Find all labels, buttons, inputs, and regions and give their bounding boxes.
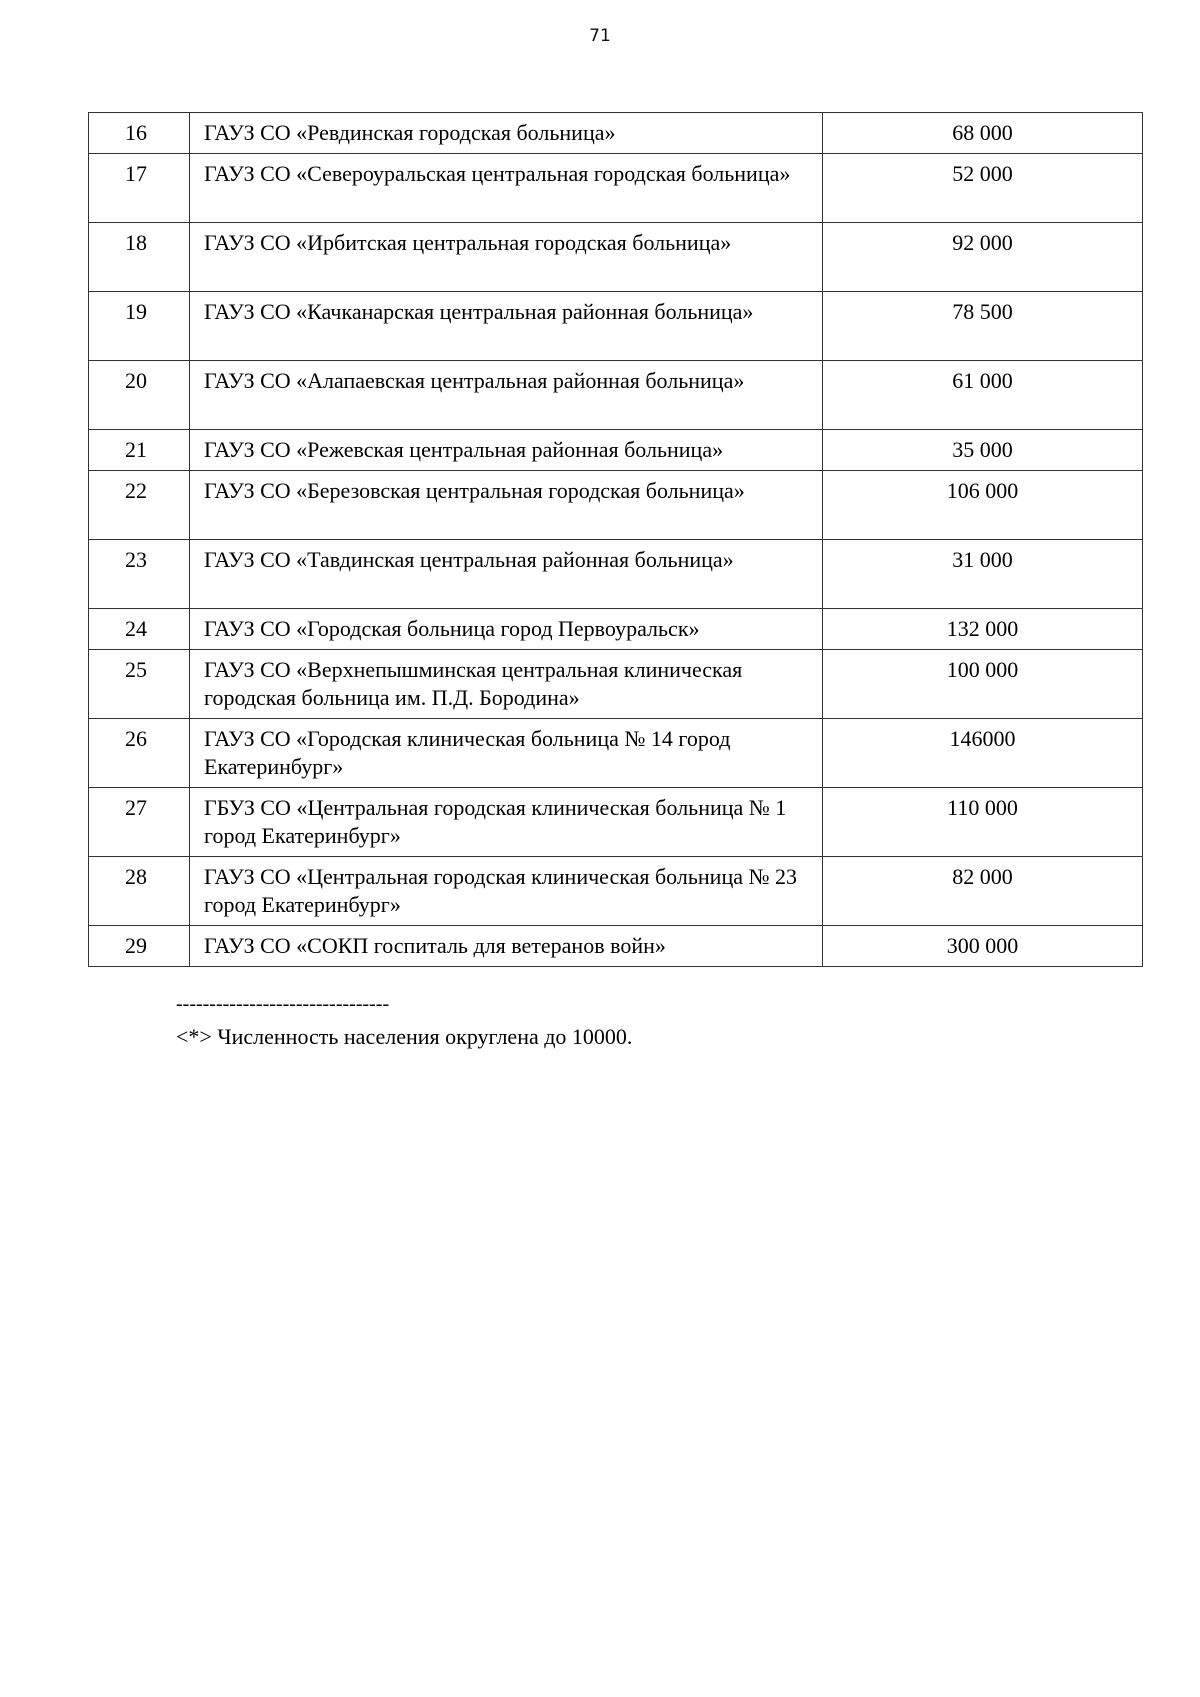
table-row xyxy=(89,223,1143,292)
table-row xyxy=(89,609,1143,650)
row-value: 92 000 xyxy=(823,223,1143,292)
row-number: 21 xyxy=(89,430,190,471)
row-number: 18 xyxy=(89,223,190,292)
table-row xyxy=(89,430,1143,471)
institution-name: ГАУЗ СО «Центральная городская клиническая больница № 23 город Екатеринбург» xyxy=(190,857,823,926)
row-number: 26 xyxy=(89,719,190,788)
row-value: 110 000 xyxy=(823,788,1143,857)
institution-name: ГАУЗ СО «Режевская центральная районная больница» xyxy=(190,430,823,471)
row-value: 132 000 xyxy=(823,609,1143,650)
row-value: 31 000 xyxy=(823,540,1143,609)
table-row xyxy=(89,292,1143,361)
row-value: 68 000 xyxy=(823,113,1143,154)
institution-name: ГАУЗ СО «Верхнепышминская центральная клиническая городская больница им. П.Д. Бородина» xyxy=(190,650,823,719)
table-row xyxy=(89,926,1143,967)
institution-name: ГАУЗ СО «Качканарская центральная районная больница» xyxy=(190,292,823,361)
row-number: 28 xyxy=(89,857,190,926)
row-number: 22 xyxy=(89,471,190,540)
table-row xyxy=(89,154,1143,223)
institution-name: ГБУЗ СО «Центральная городская клиническая больница № 1 город Екатеринбург» xyxy=(190,788,823,857)
row-number: 29 xyxy=(89,926,190,967)
row-value: 100 000 xyxy=(823,650,1143,719)
row-value: 300 000 xyxy=(823,926,1143,967)
hospital-table xyxy=(88,112,1143,967)
row-number: 23 xyxy=(89,540,190,609)
row-number: 16 xyxy=(89,113,190,154)
institution-name: ГАУЗ СО «Алапаевская центральная районная больница» xyxy=(190,361,823,430)
institution-name: ГАУЗ СО «Ревдинская городская больница» xyxy=(190,113,823,154)
footnote-separator: -------------------------------- xyxy=(176,993,390,1015)
row-number: 19 xyxy=(89,292,190,361)
row-number: 20 xyxy=(89,361,190,430)
institution-name: ГАУЗ СО «Городская больница город Первоуральск» xyxy=(190,609,823,650)
table-row xyxy=(89,113,1143,154)
table-row xyxy=(89,650,1143,719)
row-number: 25 xyxy=(89,650,190,719)
row-value: 61 000 xyxy=(823,361,1143,430)
institution-name: ГАУЗ СО «Тавдинская центральная районная больница» xyxy=(190,540,823,609)
table-row xyxy=(89,719,1143,788)
institution-name: ГАУЗ СО «СОКП госпиталь для ветеранов войн» xyxy=(190,926,823,967)
row-value: 106 000 xyxy=(823,471,1143,540)
row-value: 52 000 xyxy=(823,154,1143,223)
table-row xyxy=(89,540,1143,609)
table-row xyxy=(89,361,1143,430)
row-number: 27 xyxy=(89,788,190,857)
table-row xyxy=(89,788,1143,857)
row-number: 17 xyxy=(89,154,190,223)
row-value: 35 000 xyxy=(823,430,1143,471)
institution-name: ГАУЗ СО «Ирбитская центральная городская больница» xyxy=(190,223,823,292)
table-row xyxy=(89,471,1143,540)
footnote-text: <*> Численность населения округлена до 10000. xyxy=(176,1024,633,1049)
institution-name: ГАУЗ СО «Североуральская центральная городская больница» xyxy=(190,154,823,223)
row-value: 146000 xyxy=(823,719,1143,788)
row-number: 24 xyxy=(89,609,190,650)
row-value: 82 000 xyxy=(823,857,1143,926)
institution-name: ГАУЗ СО «Березовская центральная городская больница» xyxy=(190,471,823,540)
row-value: 78 500 xyxy=(823,292,1143,361)
page-number: 71 xyxy=(589,26,611,46)
institution-name: ГАУЗ СО «Городская клиническая больница № 14 город Екатеринбург» xyxy=(190,719,823,788)
table-row xyxy=(89,857,1143,926)
